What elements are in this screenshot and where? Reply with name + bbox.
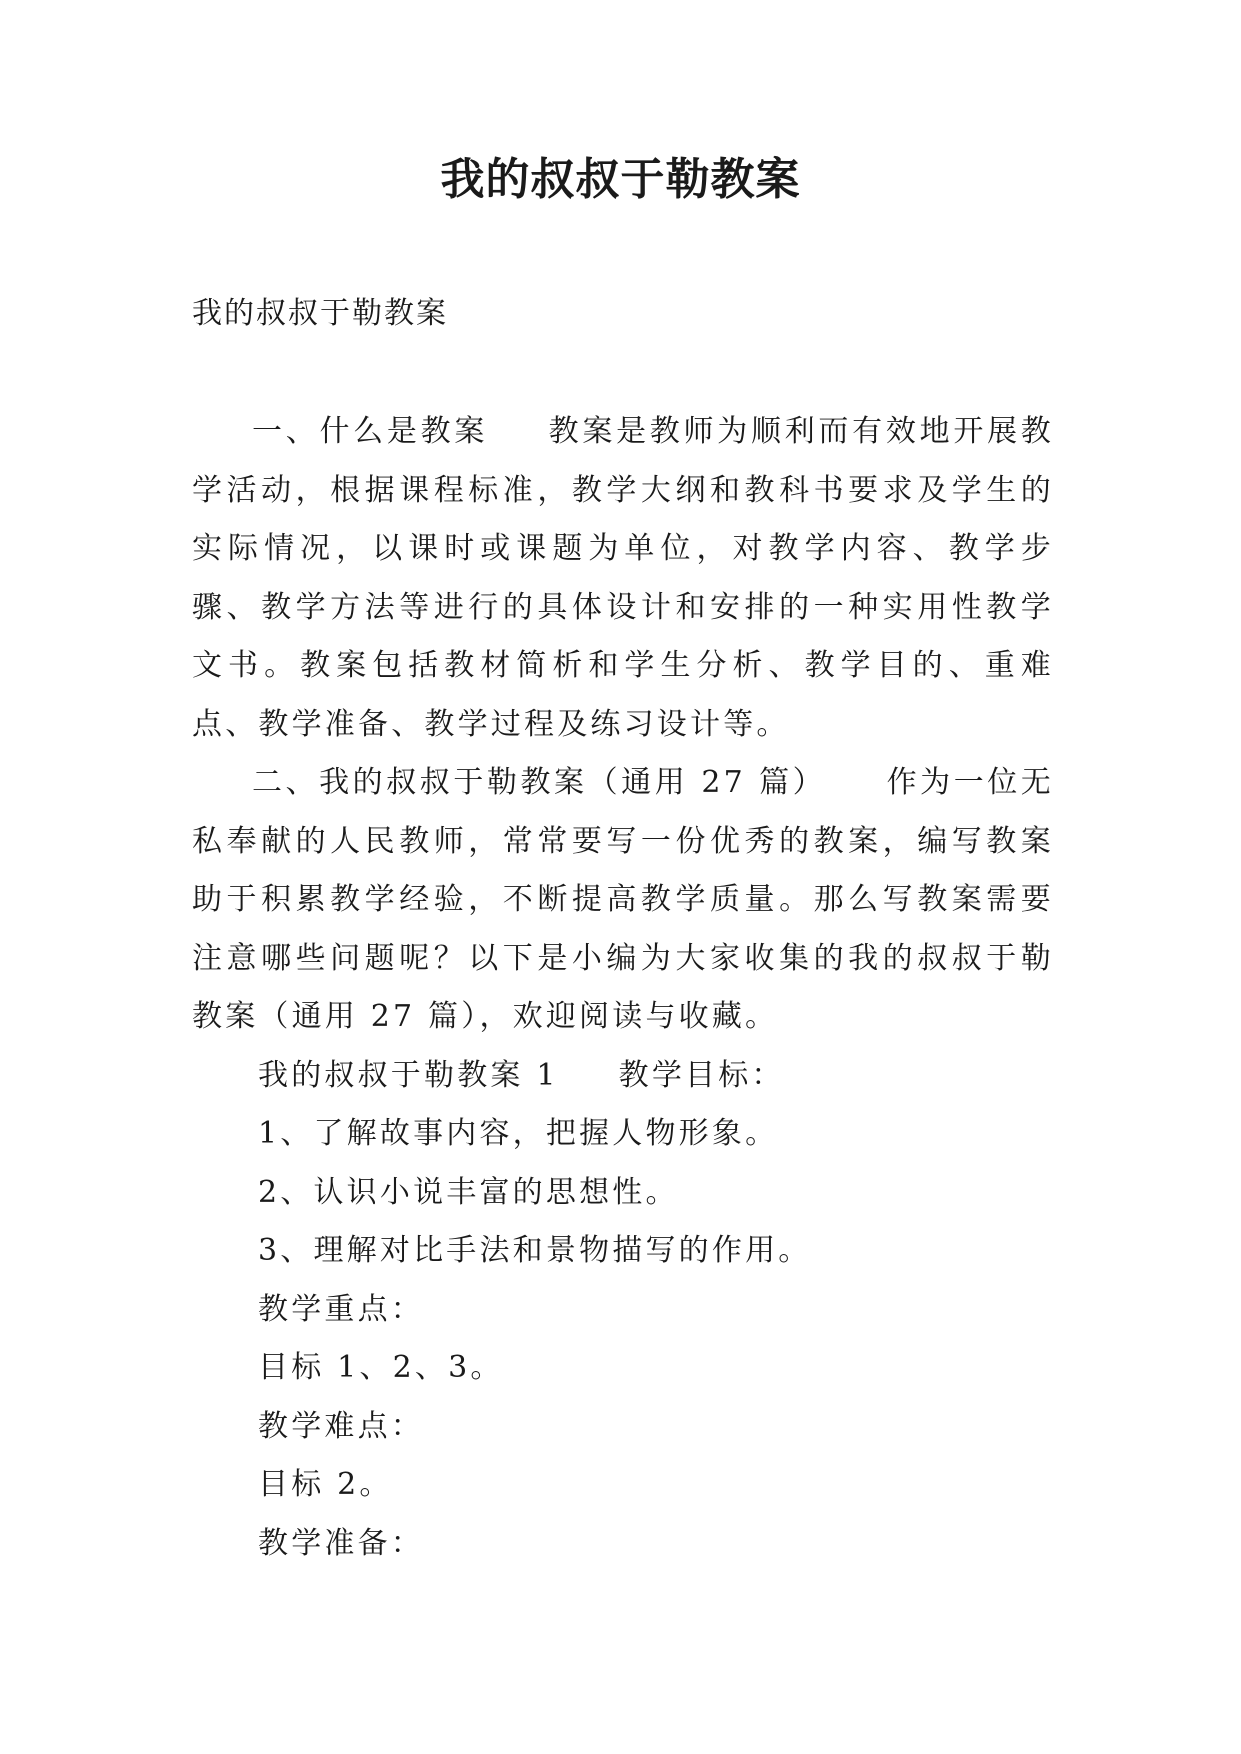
section-1-paragraph [192, 403, 1054, 754]
document-subtitle: 我的叔叔于勒教案 [192, 296, 448, 331]
section-2-heading: 二、我的叔叔于勒教案（通用 27 篇） [252, 765, 827, 800]
key-points-label: 教学重点： [258, 1291, 424, 1327]
objective-item: 2、认识小说丰富的思想性。 [258, 1174, 679, 1210]
section-2-text: 作为一位无私奉献的人民教师，常常要写一份优秀的教案，编写教案助于积累教学经验，不断提高教学质量。那么写教案需要注意哪些问题呢？以下是小编为大家收集的我的叔叔于勒教案（通用 27 篇），欢迎阅读与收藏。 [192, 765, 1055, 1034]
section-1-text: 教案是教师为顺利而有效地开展教学活动，根据课程标准，教学大纲和教科书要求及学生的实际情况，以课时或课题为单位，对教学内容、教学步骤、教学方法等进行的具体设计和安排的一种实用性教学文书。教案包括教材简析和学生分析、教学目的、重难点、教学准备、教学过程及练习设计等。 [192, 414, 1054, 742]
lesson-1-heading: 我的叔叔于勒教案 1 [258, 1057, 559, 1093]
objectives-label: 教学目标： [618, 1057, 785, 1093]
section-2-paragraph [192, 754, 1054, 1047]
lesson-1-heading-line [192, 1047, 1054, 1106]
section-1-heading: 一、什么是教案 [252, 414, 489, 449]
document-body [192, 403, 1054, 1573]
document-title: 我的叔叔于勒教案 [440, 154, 801, 205]
objective-item: 1、了解故事内容，把握人物形象。 [258, 1116, 779, 1151]
key-points-text: 目标 1、2、3。 [258, 1350, 504, 1385]
difficulties-text: 目标 2。 [258, 1467, 393, 1502]
difficulties-label: 教学难点： [258, 1408, 424, 1444]
objective-item: 3、理解对比手法和景物描写的作用。 [258, 1233, 812, 1268]
preparation-label: 教学准备： [258, 1525, 424, 1561]
